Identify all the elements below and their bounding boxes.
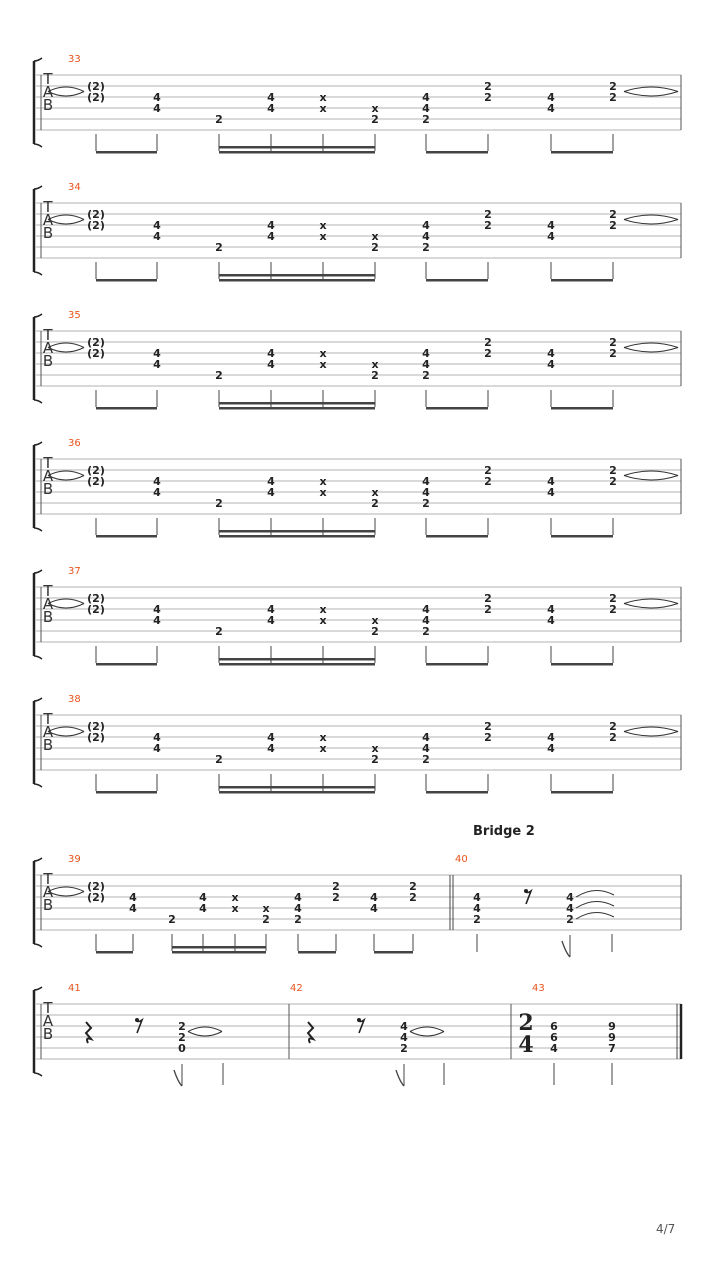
fret-number: 2 [262, 913, 270, 926]
tie-arc [48, 727, 84, 732]
note-beam [219, 791, 375, 794]
tab-system [34, 824, 681, 957]
fret-number: 2 [332, 880, 340, 893]
fret-number: (2) [87, 731, 105, 744]
measure-number: 42 [290, 983, 303, 994]
note-beam [219, 786, 375, 789]
fret-number: (2) [87, 880, 105, 893]
tie-arc [48, 348, 84, 353]
fret-number: 4 [267, 219, 275, 232]
fret-number: 4 [473, 891, 481, 904]
fret-number: 2 [609, 336, 617, 349]
tie-arc [624, 220, 678, 225]
fret-number: 2 [294, 913, 302, 926]
note-beam [219, 658, 375, 661]
fret-number: 2 [400, 1042, 408, 1055]
tab-clef-letter: T [43, 326, 53, 344]
fret-number: 4 [370, 891, 378, 904]
tab-system [34, 566, 681, 666]
tab-clef-letter: B [42, 480, 54, 498]
fret-number: 4 [422, 742, 430, 755]
note-beam [96, 663, 157, 666]
tab-system [34, 310, 681, 410]
note-beam [219, 535, 375, 538]
tie-arc [48, 215, 84, 220]
fret-number: 2 [215, 625, 223, 638]
fret-number: 4 [422, 614, 430, 627]
fret-number: 2 [371, 113, 379, 126]
tab-clef-letter: T [43, 582, 53, 600]
fret-number: 4 [153, 603, 161, 616]
fret-number: 2 [609, 592, 617, 605]
tab-clef-letter: T [43, 70, 53, 88]
fret-number: 4 [267, 475, 275, 488]
tie-arc [48, 604, 84, 609]
fret-number: 4 [153, 731, 161, 744]
fret-number: 2 [484, 720, 492, 733]
fret-number: 2 [168, 913, 176, 926]
tab-clef-letter: A [42, 211, 54, 229]
eighth-rest-dot [357, 1018, 361, 1022]
tab-clef-letter: A [42, 723, 54, 741]
fret-number: x [371, 358, 379, 371]
fret-number: x [262, 902, 270, 915]
eighth-rest-dot [524, 889, 528, 893]
fret-number: 2 [178, 1020, 186, 1033]
fret-number: (2) [87, 720, 105, 733]
measure-number: 33 [68, 54, 81, 65]
fret-number: 2 [371, 497, 379, 510]
fret-number: 2 [609, 219, 617, 232]
fret-number: x [231, 902, 239, 915]
note-beam [96, 951, 133, 954]
tab-system [34, 54, 681, 154]
fret-number: x [319, 603, 327, 616]
fret-number: 4 [547, 475, 555, 488]
fret-number: (2) [87, 475, 105, 488]
section-label: Bridge 2 [473, 824, 535, 839]
tie-arc [576, 912, 614, 919]
fret-number: 4 [199, 891, 207, 904]
fret-number: 4 [267, 102, 275, 115]
tab-system [34, 694, 681, 794]
tie-arc [410, 1032, 444, 1037]
tie-arc [48, 220, 84, 225]
fret-number: 2 [371, 241, 379, 254]
fret-number: 2 [422, 625, 430, 638]
fret-number: 4 [547, 731, 555, 744]
fret-number: x [319, 347, 327, 360]
tie-arc [48, 343, 84, 348]
tab-clef-letter: B [42, 224, 54, 242]
fret-number: 2 [609, 91, 617, 104]
fret-number: 4 [267, 230, 275, 243]
fret-number: x [319, 102, 327, 115]
fret-number: (2) [87, 347, 105, 360]
fret-number: x [371, 102, 379, 115]
fret-number: 2 [609, 475, 617, 488]
fret-number: 2 [422, 241, 430, 254]
note-beam [172, 946, 266, 949]
fret-number: (2) [87, 891, 105, 904]
fret-number: 2 [371, 625, 379, 638]
note-beam [426, 663, 488, 666]
tab-clef-letter: B [42, 96, 54, 114]
tie-arc [410, 1027, 444, 1032]
tie-arc [48, 892, 84, 897]
fret-number: 4 [267, 614, 275, 627]
time-signature-bottom: 4 [518, 1032, 534, 1058]
tab-clef-letter: A [42, 883, 54, 901]
fret-number: 4 [370, 902, 378, 915]
fret-number: x [319, 614, 327, 627]
note-beam [551, 535, 613, 538]
fret-number: 4 [267, 742, 275, 755]
fret-number: 2 [484, 464, 492, 477]
fret-number: x [371, 486, 379, 499]
fret-number: 4 [153, 219, 161, 232]
fret-number: 2 [484, 91, 492, 104]
fret-number: 2 [473, 913, 481, 926]
fret-number: 4 [547, 347, 555, 360]
fret-number: 4 [129, 902, 137, 915]
tab-system [34, 438, 681, 538]
note-beam [219, 407, 375, 410]
tie-arc [48, 887, 84, 892]
tab-clef-letter: T [43, 198, 53, 216]
fret-number: 2 [371, 369, 379, 382]
tab-clef-letter: T [43, 454, 53, 472]
fret-number: 4 [422, 91, 430, 104]
note-beam [219, 151, 375, 154]
fret-number: x [319, 91, 327, 104]
fret-number: 2 [484, 603, 492, 616]
fret-number: x [319, 219, 327, 232]
fret-number: 4 [566, 902, 574, 915]
note-beam [219, 530, 375, 533]
fret-number: 2 [215, 369, 223, 382]
note-beam [551, 663, 613, 666]
tie-arc [48, 476, 84, 481]
fret-number: x [319, 358, 327, 371]
fret-number: (2) [87, 91, 105, 104]
fret-number: 2 [422, 369, 430, 382]
measure-number: 41 [68, 983, 81, 994]
note-flag [174, 1070, 182, 1086]
fret-number: 2 [371, 753, 379, 766]
note-beam [551, 407, 613, 410]
tie-arc [48, 599, 84, 604]
fret-number: 0 [178, 1042, 186, 1055]
fret-number: 4 [153, 230, 161, 243]
fret-number: x [319, 475, 327, 488]
fret-number: 2 [609, 603, 617, 616]
fret-number: 4 [547, 102, 555, 115]
fret-number: 4 [153, 614, 161, 627]
fret-number: 2 [609, 208, 617, 221]
fret-number: 7 [608, 1042, 616, 1055]
fret-number: 4 [294, 902, 302, 915]
fret-number: 4 [267, 347, 275, 360]
tie-arc [624, 604, 678, 609]
fret-number: 2 [215, 241, 223, 254]
fret-number: 2 [409, 891, 417, 904]
fret-number: 2 [484, 475, 492, 488]
note-flag [562, 941, 570, 957]
fret-number: 2 [484, 592, 492, 605]
measure-number: 43 [532, 983, 545, 994]
tie-arc [624, 215, 678, 220]
tie-arc [48, 471, 84, 476]
fret-number: 4 [422, 731, 430, 744]
tab-clef-letter: B [42, 352, 54, 370]
fret-number: x [319, 731, 327, 744]
fret-number: 2 [178, 1031, 186, 1044]
fret-number: 2 [215, 497, 223, 510]
tie-arc [624, 343, 678, 348]
note-beam [426, 535, 488, 538]
note-beam [298, 951, 336, 954]
fret-number: x [371, 230, 379, 243]
measure-number: 37 [68, 566, 81, 577]
tab-clef-letter: A [42, 595, 54, 613]
measure-number: 39 [68, 854, 81, 865]
tie-arc [624, 348, 678, 353]
note-beam [172, 951, 266, 954]
fret-number: (2) [87, 603, 105, 616]
fret-number: 2 [609, 464, 617, 477]
note-beam [219, 279, 375, 282]
note-beam [551, 791, 613, 794]
fret-number: 4 [294, 891, 302, 904]
fret-number: (2) [87, 80, 105, 93]
fret-number: 2 [422, 497, 430, 510]
fret-number: x [371, 614, 379, 627]
fret-number: x [371, 742, 379, 755]
fret-number: 4 [267, 731, 275, 744]
fret-number: 2 [609, 720, 617, 733]
fret-number: (2) [87, 464, 105, 477]
page-number: 4/7 [656, 1222, 676, 1236]
fret-number: 4 [267, 486, 275, 499]
note-beam [426, 407, 488, 410]
tab-clef-letter: T [43, 710, 53, 728]
fret-number: 2 [422, 753, 430, 766]
fret-number: 4 [547, 358, 555, 371]
tab-clef-letter: A [42, 467, 54, 485]
fret-number: 4 [153, 102, 161, 115]
note-beam [96, 535, 157, 538]
fret-number: 4 [129, 891, 137, 904]
fret-number: 4 [153, 742, 161, 755]
fret-number: 4 [547, 603, 555, 616]
note-beam [219, 274, 375, 277]
fret-number: x [231, 891, 239, 904]
tie-arc [576, 901, 614, 908]
fret-number: 4 [547, 742, 555, 755]
fret-number: 2 [332, 891, 340, 904]
fret-number: 2 [215, 753, 223, 766]
fret-number: 2 [484, 731, 492, 744]
measure-number: 36 [68, 438, 81, 449]
tab-clef-letter: A [42, 83, 54, 101]
note-beam [426, 279, 488, 282]
tie-arc [48, 87, 84, 92]
fret-number: 9 [608, 1031, 616, 1044]
note-beam [426, 791, 488, 794]
fret-number: 2 [484, 208, 492, 221]
quarter-rest [308, 1022, 313, 1043]
fret-number: 4 [153, 475, 161, 488]
fret-number: 4 [422, 347, 430, 360]
fret-number: 2 [609, 731, 617, 744]
fret-number: 4 [153, 358, 161, 371]
eighth-rest-dot [135, 1018, 139, 1022]
tie-arc [624, 727, 678, 732]
tab-clef-letter: B [42, 736, 54, 754]
fret-number: 4 [422, 358, 430, 371]
tie-arc [576, 890, 614, 897]
tab-clef-letter: T [43, 999, 53, 1017]
fret-number: 6 [550, 1020, 558, 1033]
fret-number: 2 [215, 113, 223, 126]
note-beam [219, 146, 375, 149]
tie-arc [624, 87, 678, 92]
fret-number: 4 [473, 902, 481, 915]
tie-arc [188, 1032, 222, 1037]
tie-arc [624, 476, 678, 481]
tie-arc [624, 599, 678, 604]
fret-number: (2) [87, 208, 105, 221]
fret-number: 4 [267, 358, 275, 371]
fret-number: x [319, 486, 327, 499]
fret-number: 2 [422, 113, 430, 126]
tie-arc [48, 732, 84, 737]
fret-number: 9 [608, 1020, 616, 1033]
fret-number: 4 [547, 230, 555, 243]
fret-number: 4 [153, 347, 161, 360]
fret-number: 4 [267, 91, 275, 104]
quarter-rest [86, 1022, 91, 1043]
fret-number: 4 [422, 219, 430, 232]
tab-clef-letter: B [42, 1025, 54, 1043]
fret-number: 4 [422, 102, 430, 115]
fret-number: 2 [484, 347, 492, 360]
measure-number: 34 [68, 182, 81, 193]
fret-number: 4 [422, 230, 430, 243]
fret-number: 4 [199, 902, 207, 915]
fret-number: 2 [609, 347, 617, 360]
fret-number: 4 [400, 1031, 408, 1044]
tie-arc [624, 471, 678, 476]
fret-number: 4 [547, 219, 555, 232]
note-beam [551, 279, 613, 282]
note-beam [96, 279, 157, 282]
fret-number: 4 [550, 1042, 558, 1055]
fret-number: x [319, 230, 327, 243]
fret-number: 4 [422, 486, 430, 499]
measure-number: 35 [68, 310, 81, 321]
fret-number: 2 [484, 219, 492, 232]
fret-number: 2 [609, 80, 617, 93]
tab-clef-letter: B [42, 608, 54, 626]
tab-clef-letter: A [42, 339, 54, 357]
fret-number: 6 [550, 1031, 558, 1044]
fret-number: (2) [87, 219, 105, 232]
fret-number: 2 [566, 913, 574, 926]
fret-number: 2 [409, 880, 417, 893]
fret-number: 4 [566, 891, 574, 904]
tie-arc [624, 732, 678, 737]
note-beam [374, 951, 413, 954]
measure-number: 40 [455, 854, 468, 865]
note-flag [396, 1070, 404, 1086]
fret-number: 4 [422, 475, 430, 488]
tie-arc [48, 92, 84, 97]
note-beam [96, 407, 157, 410]
fret-number: 4 [422, 603, 430, 616]
tab-clef-letter: B [42, 896, 54, 914]
fret-number: 4 [267, 603, 275, 616]
fret-number: 4 [547, 614, 555, 627]
fret-number: 2 [484, 80, 492, 93]
time-signature-top: 2 [518, 1010, 534, 1036]
fret-number: 4 [153, 91, 161, 104]
fret-number: (2) [87, 336, 105, 349]
measure-number: 38 [68, 694, 81, 705]
note-beam [219, 402, 375, 405]
tab-system [34, 983, 681, 1086]
note-beam [96, 151, 157, 154]
fret-number: (2) [87, 592, 105, 605]
tab-system [34, 182, 681, 282]
tab-clef-letter: A [42, 1012, 54, 1030]
note-beam [96, 791, 157, 794]
tie-arc [624, 92, 678, 97]
tab-clef-letter: T [43, 870, 53, 888]
fret-number: 4 [153, 486, 161, 499]
fret-number: 4 [547, 486, 555, 499]
note-beam [426, 151, 488, 154]
note-beam [219, 663, 375, 666]
fret-number: 4 [547, 91, 555, 104]
fret-number: 2 [484, 336, 492, 349]
tie-arc [188, 1027, 222, 1032]
fret-number: 4 [400, 1020, 408, 1033]
note-beam [551, 151, 613, 154]
fret-number: x [319, 742, 327, 755]
